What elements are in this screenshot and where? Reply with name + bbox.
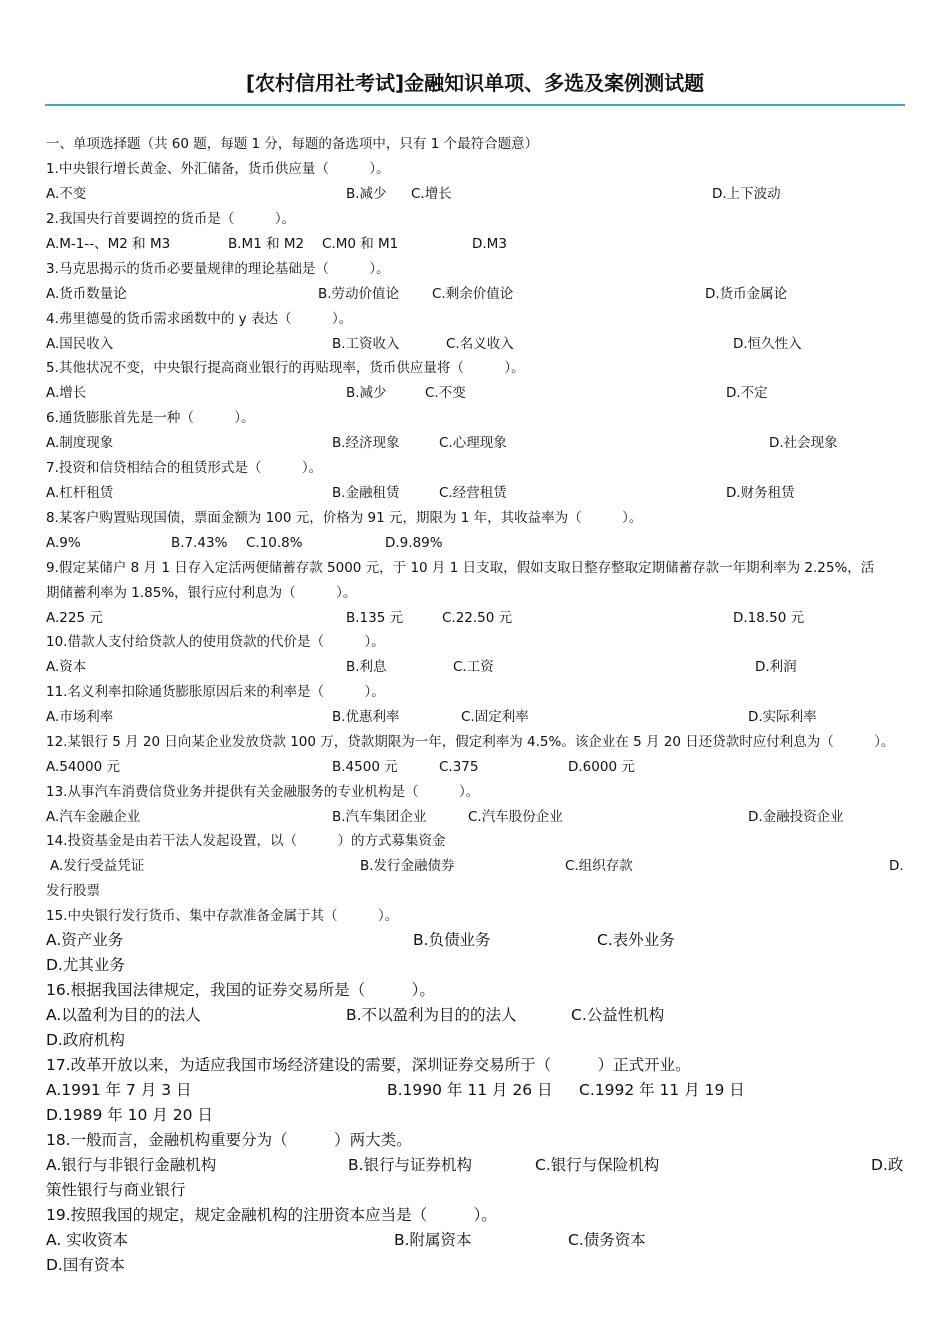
q17-option-c: C.1992 年 11 月 19 日 — [579, 1081, 745, 1099]
q3-option-d: D.货币金属论 — [705, 286, 788, 302]
q7-option-b: B.金融租赁 — [332, 485, 400, 501]
q11-option-a: A.市场利率 — [46, 709, 114, 725]
q10-option-d: D.利润 — [755, 659, 797, 675]
q13-option-d: D.金融投资企业 — [748, 809, 844, 825]
q9-option-b: B.135 元 — [346, 610, 404, 626]
q10-option-b: B.利息 — [346, 659, 387, 675]
q4-option-d: D.恒久性入 — [733, 336, 802, 352]
q5-option-a: A.增长 — [46, 385, 87, 401]
q11-option-b: B.优惠利率 — [332, 709, 400, 725]
q1-option-d: D.上下波动 — [712, 186, 781, 202]
q19-option-c: C.债务资本 — [568, 1231, 646, 1249]
question-6: 6.通货膨胀首先是一种（ ）。 — [46, 410, 255, 426]
q11-option-d: D.实际利率 — [748, 709, 817, 725]
question-9-line-1: 9.假定某储户 8 月 1 日存入定活两便储蓄存款 5000 元，于 10 月 1 日支取，假如支取日整存整取定期储蓄存款一年期利率为 2.25%，活 — [46, 560, 875, 576]
q19-option-d: D.国有资本 — [46, 1256, 125, 1274]
q14-option-d-continued: 发行股票 — [46, 883, 100, 899]
q13-option-c: C.汽车股份企业 — [468, 809, 563, 825]
q1-option-a: A.不变 — [46, 186, 87, 202]
q18-option-a: A.银行与非银行金融机构 — [46, 1156, 217, 1174]
q8-option-d: D.9.89% — [385, 535, 443, 551]
q13-option-b: B.汽车集团企业 — [332, 809, 427, 825]
question-11: 11.名义利率扣除通货膨胀原因后来的利率是（ ）。 — [46, 684, 385, 700]
question-16: 16.根据我国法律规定，我国的证券交易所是（ ）。 — [46, 981, 435, 999]
question-12: 12.某银行 5 月 20 日向某企业发放贷款 100 万，贷款期限为一年，假定利率为 4.5%。该企业在 5 月 20 日还贷款时应付利息为（ ）。 — [46, 734, 895, 750]
q14-option-a: A.发行受益凭证 — [50, 858, 145, 874]
q15-option-b: B.负债业务 — [413, 931, 491, 949]
q7-option-a: A.杠杆租赁 — [46, 485, 114, 501]
q12-option-b: B.4500 元 — [332, 759, 398, 775]
q14-option-c: C.组织存款 — [565, 858, 633, 874]
q4-option-a: A.国民收入 — [46, 336, 114, 352]
q5-option-d: D.不定 — [726, 385, 768, 401]
q17-option-d: D.1989 年 10 月 20 日 — [46, 1106, 213, 1124]
question-8: 8.某客户购置贴现国债，票面金额为 100 元，价格为 91 元，期限为 1 年，其收益率为（ ）。 — [46, 510, 643, 526]
q18-option-b: B.银行与证券机构 — [348, 1156, 473, 1174]
q5-option-c: C.不变 — [425, 385, 466, 401]
q12-option-d: D.6000 元 — [568, 759, 635, 775]
q19-option-a: A. 实收资本 — [46, 1231, 129, 1249]
q15-option-a: A.资产业务 — [46, 931, 124, 949]
q16-option-b: B.不以盈利为目的的法人 — [346, 1006, 517, 1024]
q9-option-c: C.22.50 元 — [442, 610, 513, 626]
question-14: 14.投资基金是由若干法人发起设置，以（ ）的方式募集资金 — [46, 833, 446, 849]
q18-option-d-continued: 策性银行与商业银行 — [46, 1181, 186, 1199]
question-15: 15.中央银行发行货币、集中存款准备金属于其（ ）。 — [46, 908, 399, 924]
q16-option-a: A.以盈利为目的的法人 — [46, 1006, 201, 1024]
q14-option-b: B.发行金融债券 — [360, 858, 455, 874]
page-title: [农村信用社考试]金融知识单项、多选及案例测试题 — [245, 71, 705, 95]
q8-option-a: A.9% — [46, 535, 81, 551]
q6-option-b: B.经济现象 — [332, 435, 400, 451]
q13-option-a: A.汽车金融企业 — [46, 809, 141, 825]
question-19: 19.按照我国的规定，规定金融机构的注册资本应当是（ ）。 — [46, 1206, 497, 1224]
question-13: 13.从事汽车消费信贷业务并提供有关金融服务的专业机构是（ ）。 — [46, 784, 480, 800]
question-4: 4.弗里德曼的货币需求函数中的 y 表达（ ）。 — [46, 311, 353, 327]
q7-option-c: C.经营租赁 — [439, 485, 507, 501]
q10-option-a: A.资本 — [46, 659, 87, 675]
q3-option-b: B.劳动价值论 — [318, 286, 400, 302]
q18-option-c: C.银行与保险机构 — [535, 1156, 660, 1174]
question-1: 1.中央银行增长黄金、外汇储备，货币供应量（ ）。 — [46, 161, 390, 177]
q14-option-d: D. — [889, 858, 904, 874]
q4-option-c: C.名义收入 — [446, 336, 514, 352]
q10-option-c: C.工资 — [453, 659, 494, 675]
q18-option-d: D.政 — [871, 1156, 904, 1174]
q3-option-a: A.货币数量论 — [46, 286, 127, 302]
q17-option-a: A.1991 年 7 月 3 日 — [46, 1081, 192, 1099]
q5-option-b: B.减少 — [346, 385, 387, 401]
q2-option-b: B.M1 和 M2 — [228, 236, 305, 252]
q7-option-d: D.财务租赁 — [726, 485, 795, 501]
question-5: 5.其他状况不变，中央银行提高商业银行的再贴现率，货币供应量将（ ）。 — [46, 360, 525, 376]
question-17: 17.改革开放以来，为适应我国市场经济建设的需要，深圳证券交易所于（ ）正式开业。 — [46, 1056, 691, 1074]
q1-option-b: B.减少 — [346, 186, 387, 202]
q9-option-a: A.225 元 — [46, 610, 103, 626]
q8-option-c: C.10.8% — [246, 535, 303, 551]
question-9-line-2: 期储蓄利率为 1.85%，银行应付利息为（ ）。 — [46, 585, 357, 601]
q15-option-d: D.尤其业务 — [46, 956, 125, 974]
question-7: 7.投资和信贷相结合的租赁形式是（ ）。 — [46, 460, 323, 476]
title-divider — [45, 104, 905, 106]
q2-option-d: D.M3 — [472, 236, 507, 252]
q1-option-c: C.增长 — [411, 186, 452, 202]
question-3: 3.马克思揭示的货币必要量规律的理论基础是（ ）。 — [46, 261, 390, 277]
q2-option-a: A.M-1--、M2 和 M3 — [46, 236, 171, 252]
q9-option-d: D.18.50 元 — [733, 610, 805, 626]
section-heading: 一、单项选择题（共 60 题，每题 1 分，每题的备选项中，只有 1 个最符合题意） — [46, 136, 539, 152]
question-18: 18.一般而言，金融机构重要分为（ ）两大类。 — [46, 1131, 412, 1149]
question-10: 10.借款人支付给贷款人的使用贷款的代价是（ ）。 — [46, 634, 385, 650]
question-2: 2.我国央行首要调控的货币是（ ）。 — [46, 211, 296, 227]
q4-option-b: B.工资收入 — [332, 336, 400, 352]
q16-option-c: C.公益性机构 — [571, 1006, 665, 1024]
q8-option-b: B.7.43% — [171, 535, 228, 551]
q11-option-c: C.固定利率 — [461, 709, 529, 725]
q16-option-d: D.政府机构 — [46, 1031, 125, 1049]
q6-option-a: A.制度现象 — [46, 435, 114, 451]
q19-option-b: B.附属资本 — [394, 1231, 472, 1249]
q15-option-c: C.表外业务 — [597, 931, 675, 949]
q2-option-c: C.M0 和 M1 — [322, 236, 399, 252]
q12-option-c: C.375 — [439, 759, 479, 775]
q6-option-c: C.心理现象 — [439, 435, 507, 451]
q17-option-b: B.1990 年 11 月 26 日 — [387, 1081, 553, 1099]
q12-option-a: A.54000 元 — [46, 759, 121, 775]
q3-option-c: C.剩余价值论 — [432, 286, 514, 302]
q6-option-d: D.社会现象 — [769, 435, 838, 451]
